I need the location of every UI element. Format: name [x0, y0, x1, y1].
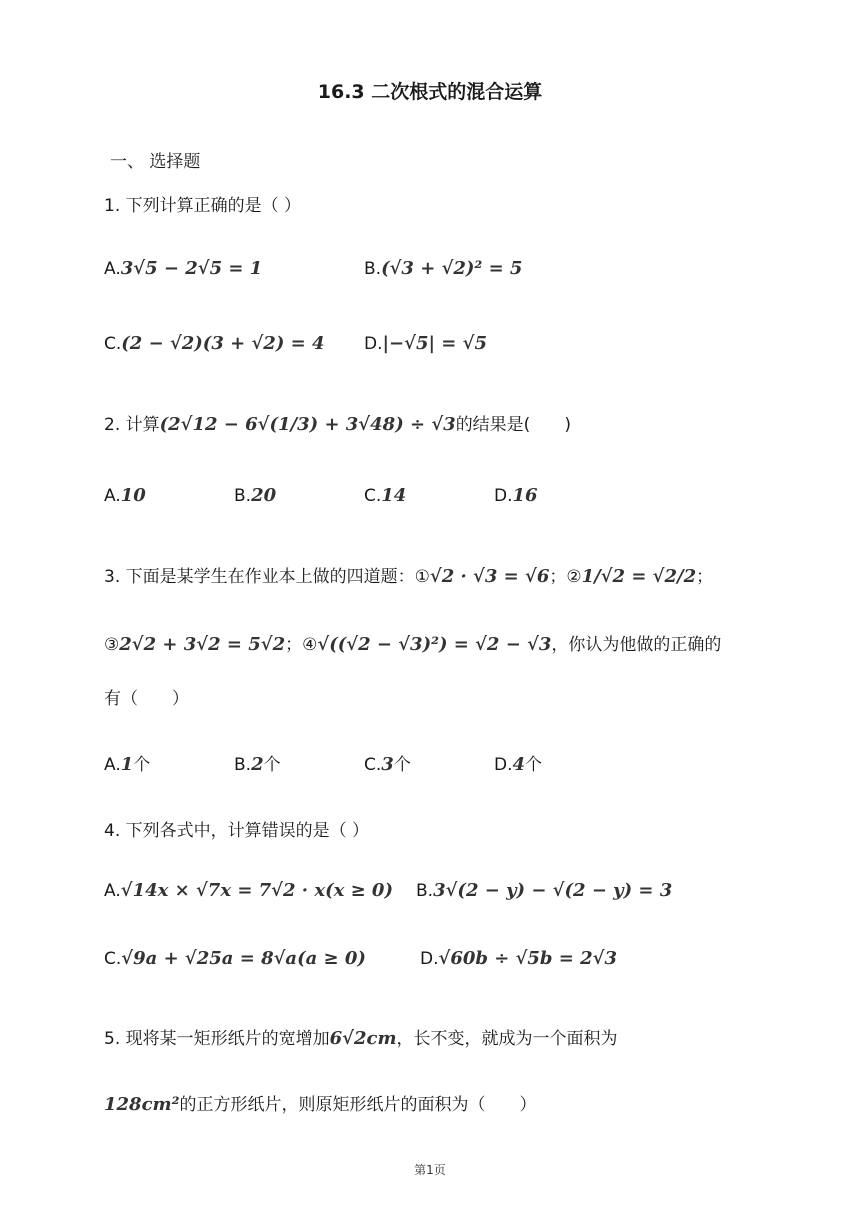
question-2-option-c[interactable] — [364, 485, 406, 506]
option-label: A. — [104, 486, 121, 506]
question-3-prefix: 3. 下面是某学生在作业本上做的四道题：① — [104, 567, 430, 587]
option-expression: 3 — [381, 754, 394, 775]
option-expression: 20 — [251, 485, 277, 506]
option-expression: (√3 + √2)² = 5 — [381, 258, 523, 279]
option-label: C. — [364, 486, 382, 506]
question-3-marker: ③ — [104, 635, 120, 655]
option-expression: 10 — [120, 485, 146, 506]
option-expression: |−√5| = √5 — [382, 333, 488, 354]
option-label: C. — [104, 334, 122, 354]
option-label: D. — [494, 486, 513, 506]
option-label: C. — [364, 755, 382, 775]
question-2-suffix: 的结果是( ) — [455, 415, 571, 435]
question-5-expression-2: 128cm² — [104, 1094, 180, 1115]
question-4-option-a[interactable] — [104, 880, 393, 901]
question-3-option-b[interactable] — [234, 750, 281, 775]
question-1-option-c[interactable] — [104, 333, 324, 354]
question-3-separator: ；④ — [285, 635, 318, 655]
option-label: A. — [104, 259, 121, 279]
question-3-line-1 — [104, 562, 713, 587]
question-3-expression-4: √((√2 − √3)²) = √2 − √3 — [317, 634, 552, 655]
question-3-line-3: 有（ ） — [104, 689, 189, 709]
question-1-option-d[interactable] — [364, 333, 487, 354]
option-label: D. — [420, 949, 439, 969]
option-label: D. — [494, 755, 513, 775]
question-2-option-d[interactable] — [494, 485, 538, 506]
question-5-suffix: ，长不变，就成为一个面积为 — [396, 1029, 618, 1049]
question-3-option-d[interactable] — [494, 750, 542, 775]
option-expression: 2 — [251, 754, 264, 775]
question-2-prefix: 2. 计算 — [104, 415, 160, 435]
option-expression: √9a + √25a = 8√a(a ≥ 0) — [121, 948, 366, 969]
option-label: A. — [104, 881, 121, 901]
option-expression: √60b ÷ √5b = 2√3 — [438, 948, 618, 969]
page-title: 16.3 二次根式的混合运算 — [317, 81, 543, 103]
option-expression: (2 − √2)(3 + √2) = 4 — [121, 333, 325, 354]
question-3-option-a[interactable] — [104, 750, 150, 775]
question-3-separator: ；② — [549, 567, 582, 587]
option-label: B. — [234, 755, 252, 775]
question-5-expression-1: 6√2cm — [329, 1028, 397, 1049]
question-3-suffix: ，你认为他做的正确的 — [551, 635, 722, 655]
option-expression: 14 — [381, 485, 407, 506]
question-4-option-c[interactable] — [104, 948, 366, 969]
option-label: C. — [104, 949, 122, 969]
option-label: D. — [364, 334, 383, 354]
question-4-stem: 4. 下列各式中，计算错误的是（ ） — [104, 821, 370, 841]
question-5-prefix: 5. 现将某一矩形纸片的宽增加 — [104, 1029, 330, 1049]
question-2-option-b[interactable] — [234, 485, 276, 506]
option-expression: 4 — [512, 754, 526, 775]
option-unit: 个 — [393, 755, 411, 775]
option-label: A. — [104, 755, 121, 775]
question-5-line-2 — [104, 1090, 536, 1115]
question-4-option-d[interactable] — [420, 948, 617, 969]
option-expression: 1 — [120, 754, 134, 775]
option-label: B. — [234, 486, 252, 506]
question-3-expression-3: 2√2 + 3√2 = 5√2 — [119, 634, 286, 655]
question-3-line-end: ； — [696, 567, 714, 587]
question-1-option-a[interactable] — [104, 258, 262, 279]
option-unit: 个 — [525, 755, 543, 775]
question-3-expression-1: √2 · √3 = √6 — [429, 566, 550, 587]
question-3-option-c[interactable] — [364, 750, 411, 775]
option-expression: 3√(2 − y) − √(2 − y) = 3 — [433, 880, 673, 901]
option-expression: 16 — [512, 485, 538, 506]
option-label: B. — [416, 881, 434, 901]
question-2-expression: (2√12 − 6√(1/3) + 3√48) ÷ √3 — [159, 414, 456, 435]
question-4-option-b[interactable] — [416, 880, 672, 901]
question-2-stem — [104, 410, 571, 435]
page-number: 第1页 — [414, 1163, 446, 1177]
question-1-option-b[interactable] — [364, 258, 522, 279]
question-3-expression-2: 1/√2 = √2/2 — [581, 566, 697, 587]
question-1-stem: 1. 下列计算正确的是（ ） — [104, 196, 302, 216]
option-expression: √14x × √7x = 7√2 · x(x ≥ 0) — [120, 880, 393, 901]
question-3-line-2 — [104, 630, 721, 655]
option-expression: 3√5 − 2√5 = 1 — [120, 258, 263, 279]
option-unit: 个 — [263, 755, 281, 775]
section-heading: 一、 选择题 — [110, 152, 201, 172]
option-label: B. — [364, 259, 382, 279]
question-5-tail: 的正方形纸片，则原矩形纸片的面积为（ ） — [179, 1095, 537, 1115]
question-2-option-a[interactable] — [104, 485, 146, 506]
option-unit: 个 — [133, 755, 151, 775]
question-5-line-1 — [104, 1024, 618, 1049]
